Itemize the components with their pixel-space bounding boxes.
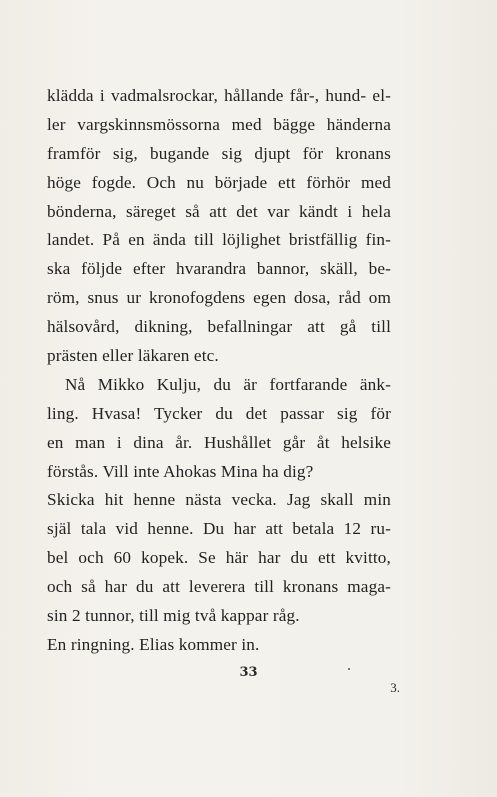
text-line: förstås. Vill inte Ahokas Mina ha dig? bbox=[47, 461, 314, 481]
text-line: ling. Hvasa! Tycker du det passar sig för bbox=[47, 403, 391, 423]
page-number: 33 bbox=[239, 665, 258, 680]
signature-mark: 3. bbox=[390, 680, 400, 695]
text-line: en man i dina år. Hushållet går åt helsike bbox=[47, 432, 391, 452]
text-line: bel och 60 kopek. Se här har du ett kvitto, bbox=[47, 548, 391, 568]
text-line: hälsovård, dikning, befallningar att gå till bbox=[47, 317, 391, 337]
text-line: bönderna, säreget så att det var kändt i hela bbox=[47, 201, 391, 221]
text-line: ska följde efter hvarandra bannor, skäll, be- bbox=[47, 259, 391, 279]
text-line: prästen eller läkaren etc. bbox=[47, 346, 219, 366]
text-line: framför sig, bugande sig djupt för kronans bbox=[47, 143, 391, 163]
text-line: höge fogde. Och nu började ett förhör med bbox=[47, 172, 391, 192]
text-line: Skicka hit henne nästa vecka. Jag skall min bbox=[47, 490, 391, 510]
text-line: röm, snus ur kronofogdens egen dosa, råd om bbox=[47, 288, 391, 308]
body-text bbox=[47, 82, 391, 660]
text-line: Nå Mikko Kulju, du är fortfarande änk- bbox=[65, 374, 391, 394]
text-line: landet. På en ända till löjlighet bristfällig fin- bbox=[47, 230, 391, 250]
text-line: och så har du att leverera till kronans maga- bbox=[47, 577, 391, 597]
text-line: ler vargskinnsmössorna med bägge händerna bbox=[47, 114, 391, 134]
text-line: En ringning. Elias kommer in. bbox=[47, 634, 260, 654]
text-line: klädda i vadmalsrockar, hållande får-, hund- el- bbox=[47, 86, 391, 105]
ink-dot bbox=[348, 668, 350, 670]
text-line: själ tala vid henne. Du har att betala 12 ru- bbox=[47, 519, 391, 539]
text-line: sin 2 tunnor, till mig två kappar råg. bbox=[47, 606, 300, 626]
